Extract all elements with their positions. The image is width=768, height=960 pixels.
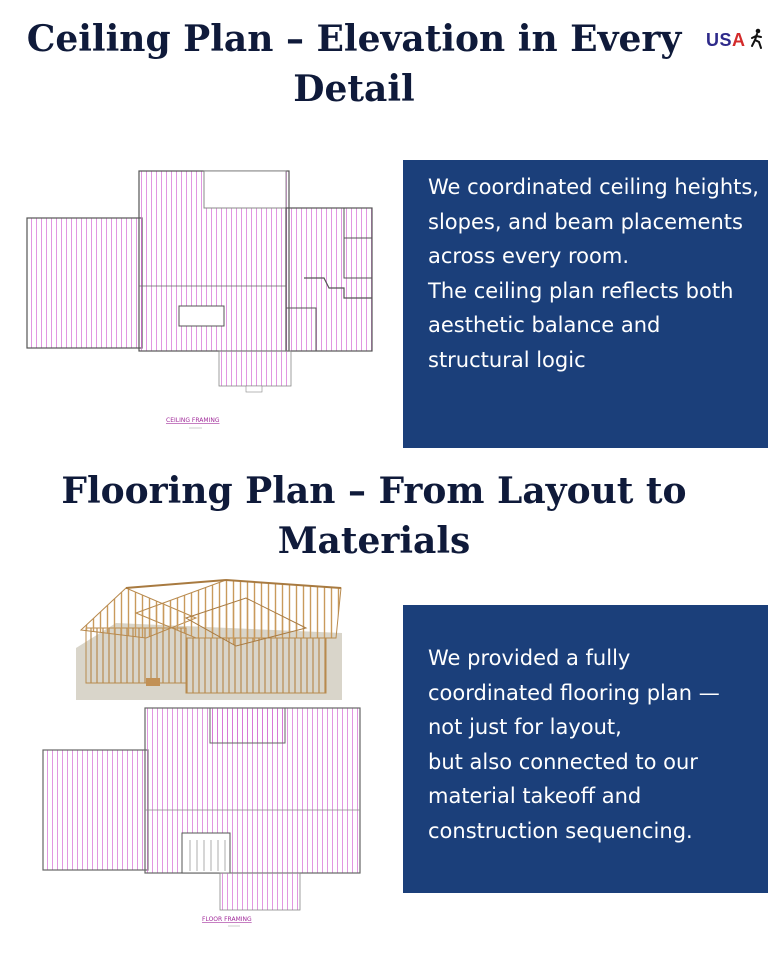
flooring-description-panel bbox=[403, 605, 768, 893]
ceiling-framing-drawing bbox=[24, 168, 376, 430]
flooring-plan-heading: Flooring Plan – From Layout to Materials bbox=[61, 470, 687, 562]
floor-framing-drawing bbox=[40, 705, 366, 930]
flooring-description-text: We provided a fully coordinated flooring plan — not just for layout, but also connected to our material takeoff and construction sequencing. bbox=[428, 646, 720, 843]
house-framing-render bbox=[76, 578, 342, 700]
ceiling-description-text: We coordinated ceiling heights, slopes, and beam placements across every room. The ceiling plan reflects both aesthetic balance and structural logic bbox=[428, 175, 759, 372]
floor-framing-caption: FLOOR FRAMING bbox=[202, 916, 252, 923]
ceiling-description-panel bbox=[403, 160, 768, 448]
ceiling-framing-caption: CEILING FRAMING bbox=[166, 417, 220, 424]
usa-logo-icon: USA bbox=[700, 2, 764, 80]
ceiling-plan-heading: Ceiling Plan – Elevation in Every Detail bbox=[26, 18, 682, 110]
